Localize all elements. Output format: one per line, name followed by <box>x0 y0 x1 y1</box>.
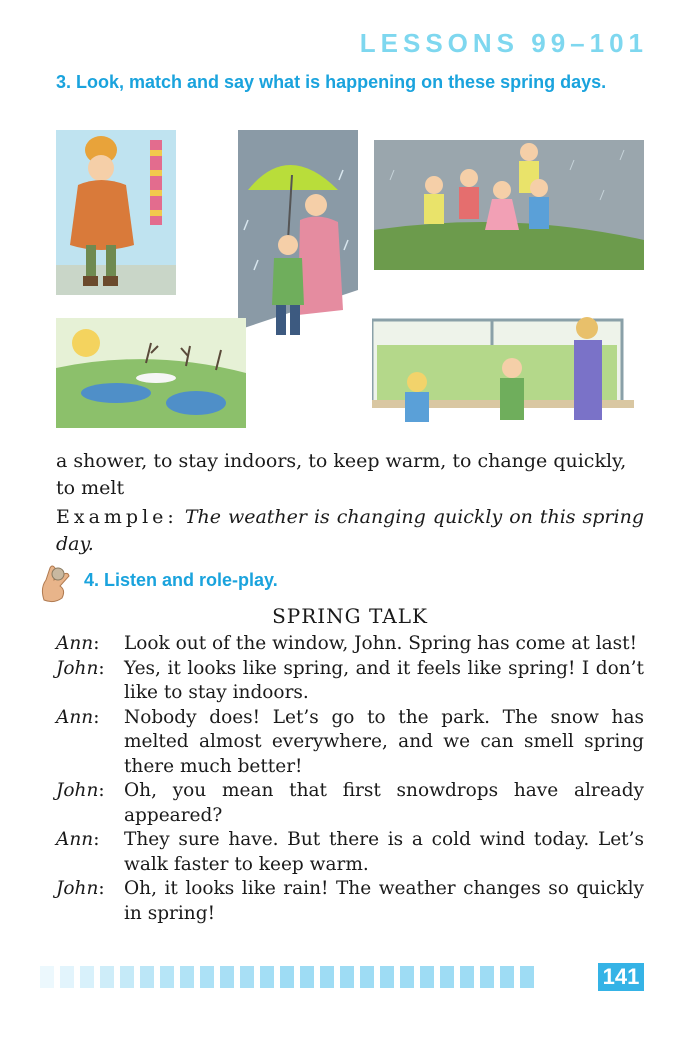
dialog <box>56 632 644 926</box>
illustration-umbrella-rain <box>228 130 358 340</box>
task-4-title: 4. Listen and role-play. <box>84 570 278 590</box>
speaker: Ann: <box>56 829 100 850</box>
dialog-line <box>56 657 644 706</box>
utterance: Look out of the window, John. Spring has come at last! <box>124 633 638 654</box>
example-label: Example: <box>56 506 178 528</box>
speaker: John: <box>56 878 105 899</box>
dialog-title: SPRING TALK <box>272 604 428 628</box>
dialog-line <box>56 877 644 926</box>
lessons-header: LESSONS 99–101 <box>359 28 648 58</box>
page-number: 141 <box>598 963 644 991</box>
dialog-line <box>56 706 644 780</box>
speaker: Ann: <box>56 706 100 728</box>
speaker: Ann: <box>56 633 100 654</box>
speaker: John: <box>56 780 105 801</box>
listen-hand-icon <box>36 560 76 604</box>
example-text: The weather is changing quickly on this spring day. <box>56 506 644 555</box>
vocabulary-phrases: a shower, to stay indoors, to keep warm, to change quickly, to melt <box>56 450 627 499</box>
dialog-line <box>56 632 644 657</box>
example-sentence <box>56 504 644 558</box>
utterance: Oh, you mean that first snowdrops have already appeared? <box>124 780 644 826</box>
utterance: They sure have. But there is a cold wind today. Let’s walk faster to keep warm. <box>124 829 644 875</box>
task-3-title: 3. Look, match and say what is happening on these spring days. <box>56 72 607 92</box>
illustration-girl-warm-clothes <box>56 130 176 300</box>
illustration-window-children <box>372 300 644 430</box>
utterance: Yes, it looks like spring, and it feels like spring! I don’t like to stay indoors. <box>124 657 644 703</box>
utterance: Oh, it looks like rain! The weather changes so quickly in spring! <box>124 878 644 924</box>
utterance: Nobody does! Let’s go to the park. The snow has melted almost everywhere, and we can smell spring there much better! <box>124 706 644 777</box>
dialog-line <box>56 828 644 877</box>
illustration-children-running <box>374 130 644 290</box>
dialog-line <box>56 779 644 828</box>
speaker: John: <box>56 657 105 679</box>
footer-decorative-strip <box>40 966 534 988</box>
illustration-melting-snow <box>56 318 246 428</box>
